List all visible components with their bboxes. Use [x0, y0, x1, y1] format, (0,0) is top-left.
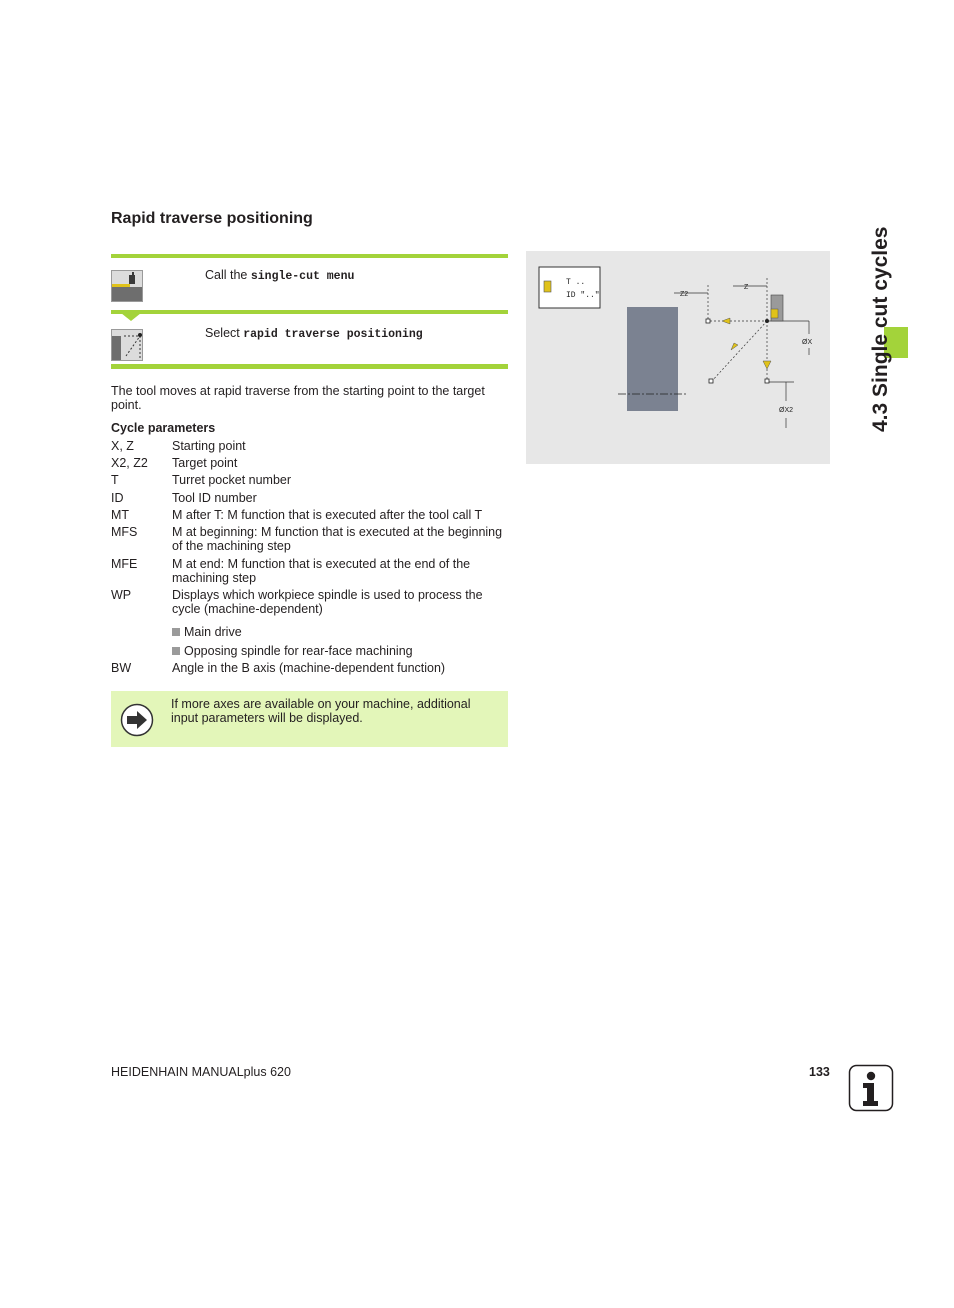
step-arrow-icon [121, 313, 141, 321]
cycle-diagram [526, 251, 830, 464]
param-desc: M at end: M function that is executed at the end of the machining step [172, 557, 471, 585]
rapid-traverse-icon [111, 329, 143, 361]
workpiece-shape [627, 307, 678, 411]
param-desc: Turret pocket number [172, 473, 292, 487]
section-title: Rapid traverse positioning [111, 210, 313, 227]
tool-thumbnail-icon [544, 281, 551, 292]
param-desc: Starting point [172, 439, 246, 453]
step-divider [111, 310, 508, 314]
step-2-text [205, 326, 423, 341]
intro-paragraph: The tool moves at rapid traverse from the starting point to the target point. [111, 384, 485, 412]
param-key: MFE [111, 557, 138, 571]
param-key: X, Z [111, 439, 134, 453]
arrow-diagonal-icon [731, 343, 738, 350]
param-desc: Target point [172, 456, 238, 470]
info-icon [848, 1064, 894, 1112]
single-cut-menu-icon [111, 270, 143, 302]
arrow-left-icon [722, 318, 730, 324]
step-2-command: rapid traverse positioning [243, 328, 423, 341]
param-desc: Tool ID number [172, 491, 257, 505]
bullet-icon [172, 647, 180, 655]
wp-option: Main drive [184, 625, 242, 639]
param-desc: Displays which workpiece spindle is used to process the cycle (machine-dependent) [172, 588, 483, 616]
bullet-icon [172, 628, 180, 636]
step-divider [111, 254, 508, 258]
list-item [172, 625, 242, 639]
step-divider [111, 364, 508, 369]
arrow-right-icon [120, 703, 154, 737]
target-point-marker [709, 379, 713, 383]
z-label: Z [744, 284, 749, 291]
param-desc: Angle in the B axis (machine-dependent function) [172, 661, 446, 675]
step-1-text [205, 268, 354, 283]
param-key: X2, Z2 [111, 456, 148, 470]
id-line-text: ID ".." [566, 291, 600, 300]
target-point-marker [706, 319, 710, 323]
list-item [172, 644, 413, 658]
z2-label: Z2 [680, 291, 689, 298]
params-heading: Cycle parameters [111, 421, 216, 435]
note-text: If more axes are available on your machine, additional input parameters will be displayed. [171, 697, 471, 725]
x2-label: ØX2 [779, 407, 794, 414]
param-key: MT [111, 508, 130, 522]
step-2-prefix: Select [205, 326, 244, 340]
param-key: T [111, 473, 119, 487]
param-desc: M after T: M function that is executed after the tool call T [172, 508, 483, 522]
param-desc: M at beginning: M function that is executed at the beginning of the machining step [172, 525, 503, 553]
step-1-command: single-cut menu [250, 270, 355, 283]
chapter-title: 4.3 Single cut cycles [869, 226, 892, 432]
param-key: BW [111, 661, 132, 675]
footer-product: HEIDENHAIN MANUALplus 620 [111, 1065, 291, 1079]
note-box [111, 691, 508, 747]
page-number: 133 [809, 1065, 830, 1079]
step-1-prefix: Call the [205, 268, 251, 282]
target-point-marker [765, 379, 769, 383]
param-key: MFS [111, 525, 138, 539]
param-key: WP [111, 588, 132, 602]
start-point-marker [765, 319, 769, 323]
arrow-down-icon [763, 361, 771, 369]
wp-option: Opposing spindle for rear-face machining [184, 644, 413, 658]
tool-line-text: T .. [566, 278, 586, 287]
param-key: ID [111, 491, 124, 505]
x-label: ØX [802, 339, 813, 346]
